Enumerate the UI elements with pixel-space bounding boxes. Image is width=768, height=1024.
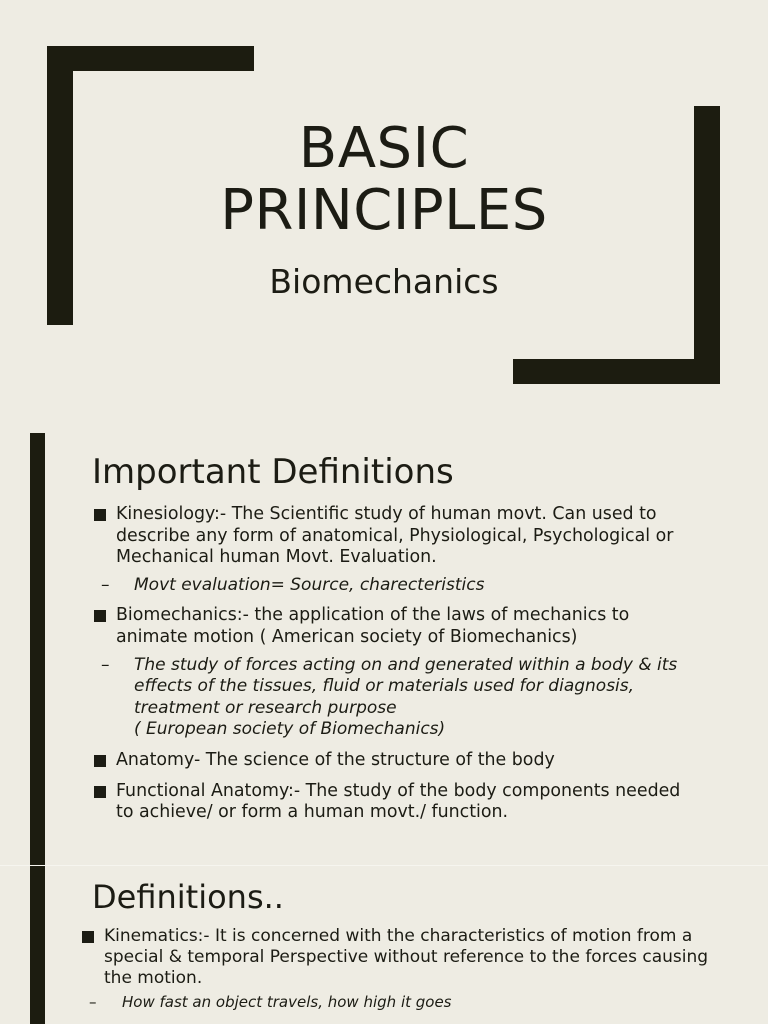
slide-title: [0, 118, 768, 242]
sub-list-item: [101, 655, 692, 741]
slide3-bullet-list: [80, 926, 730, 1012]
slide-divider: [0, 865, 768, 866]
sub-list-item: – Movt evaluation= Source, charecteristics: [101, 575, 692, 597]
list-item: Functional Anatomy:- The study of the body components needed to achieve/ or form a human movt./ function.: [92, 781, 692, 824]
list-item: Biomechanics:- the application of the laws of mechanics to animate motion ( American society of Biomechanics): [92, 605, 692, 648]
bracket-top-left-horizontal: [47, 46, 254, 71]
list-item: Kinesiology:- The Scientific study of human movt. Can used to describe any form of anatomical, Physiological, Psychological or Mechanical human Movt. Evaluation.: [92, 504, 692, 569]
slide2-bullet-list: [92, 504, 692, 833]
slide-title-line-2: PRINCIPLES: [220, 178, 548, 243]
list-item: Anatomy- The science of the structure of the body: [92, 750, 692, 772]
sub-list-item-text: The study of forces acting on and generated within a body & its effects of the tissues, fluid or materials used for diagnosis, treatment or research purpose: [134, 654, 678, 718]
slide-subtitle: Biomechanics: [269, 262, 499, 301]
slide-title-line-1: BASIC: [298, 116, 470, 181]
bracket-bottom-right-horizontal: [513, 359, 720, 384]
slide2-left-accent-bar: [30, 433, 45, 865]
slide2-heading: Important Definitions: [92, 452, 454, 492]
sub-list-item-citation: ( European society of Biomechanics): [134, 719, 446, 740]
slide3-heading: Definitions..: [92, 878, 284, 916]
list-item: Kinematics:- It is concerned with the characteristics of motion from a special & temporal Perspective without reference to the forces causing the motion.: [80, 926, 730, 989]
slide3-left-accent-bar: [30, 866, 45, 1024]
sub-list-item: – How fast an object travels, how high it goes: [89, 992, 730, 1012]
